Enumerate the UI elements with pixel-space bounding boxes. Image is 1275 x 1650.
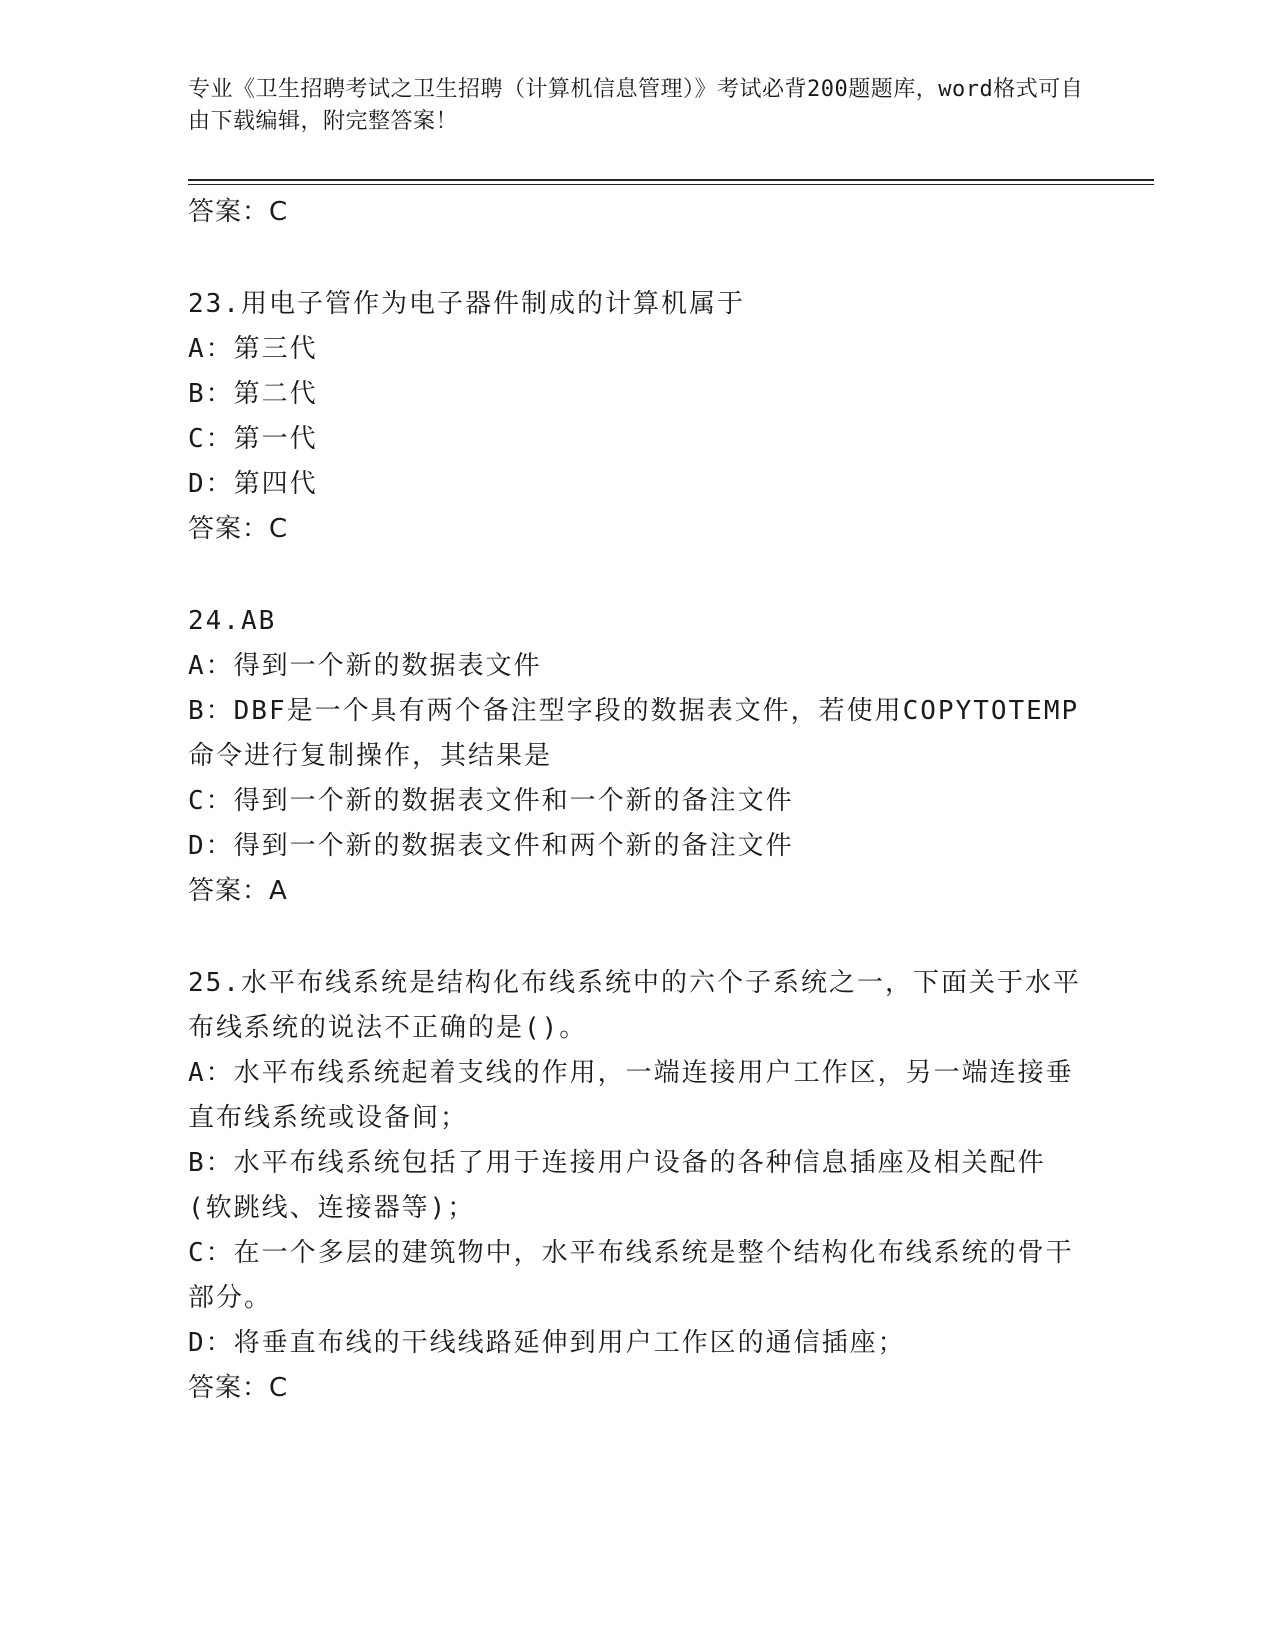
option-c: C：在一个多层的建筑物中，水平布线系统是整个结构化布线系统的骨干部分。: [188, 1238, 1074, 1313]
spacer: [188, 552, 1088, 599]
header-rule-thick: [188, 179, 1154, 181]
question-24: [188, 599, 1088, 914]
option-b: B：第二代: [188, 379, 318, 409]
question-23: [188, 282, 1088, 552]
option-d: D：第四代: [188, 469, 318, 499]
spacer: [188, 914, 1088, 961]
question-25: [188, 961, 1088, 1411]
header-rule-thin: [188, 184, 1154, 185]
option-c: C：第一代: [188, 424, 318, 454]
option-d: D：得到一个新的数据表文件和两个新的备注文件: [188, 831, 794, 861]
option-a: A：水平布线系统起着支线的作用，一端连接用户工作区，另一端连接垂直布线系统或设备间；: [188, 1058, 1074, 1133]
option-b: B：DBF是一个具有两个备注型字段的数据表文件，若使用COPYTOTEMP命令进行复制操作，其结果是: [188, 696, 1080, 771]
answer: 答案：C: [188, 514, 289, 544]
option-a: A：第三代: [188, 334, 318, 364]
answer: 答案：C: [188, 1373, 289, 1403]
question-stem: 23.用电子管作为电子器件制成的计算机属于: [188, 289, 745, 319]
header-text: 专业《卫生招聘考试之卫生招聘（计算机信息管理）》考试必背200题题库，word格式可自由下载编辑，附完整答案！: [188, 77, 1084, 134]
option-b: B：水平布线系统包括了用于连接用户设备的各种信息插座及相关配件(软跳线、连接器等)；: [188, 1148, 1046, 1223]
option-d: D：将垂直布线的干线线路延伸到用户工作区的通信插座；: [188, 1328, 906, 1358]
option-a: A：得到一个新的数据表文件: [188, 651, 542, 681]
question-list: [188, 190, 1088, 1411]
option-c: C：得到一个新的数据表文件和一个新的备注文件: [188, 786, 794, 816]
question-stem: 25.水平布线系统是结构化布线系统中的六个子系统之一，下面关于水平布线系统的说法不正确的是()。: [188, 968, 1081, 1043]
spacer: [188, 235, 1088, 282]
document-header: [188, 74, 1088, 138]
question-stem: 24.AB: [188, 606, 277, 636]
answer: 答案：A: [188, 876, 288, 906]
previous-answer: 答案：C: [188, 197, 289, 227]
